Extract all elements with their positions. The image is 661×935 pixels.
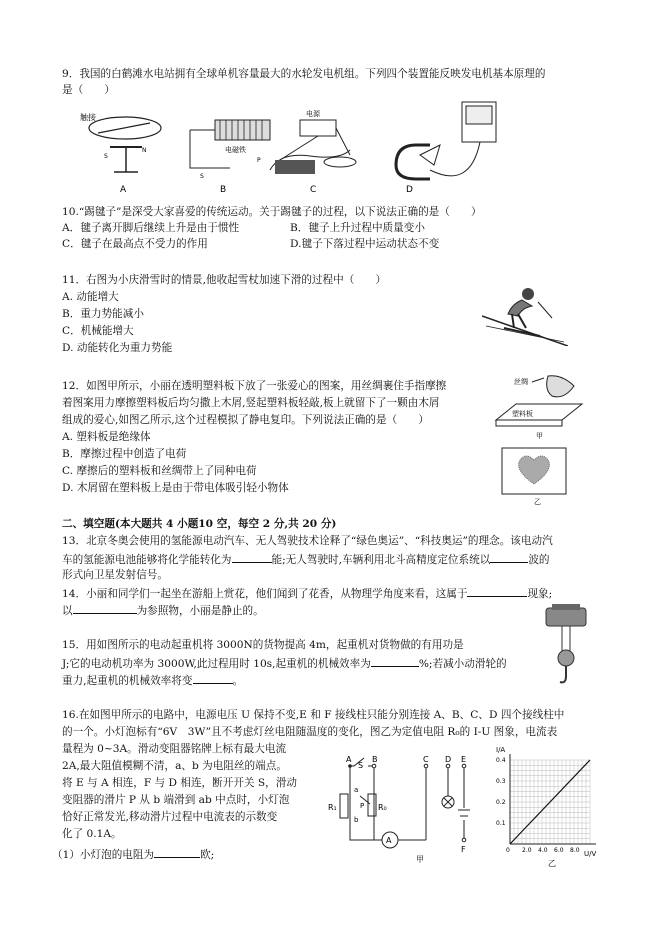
q13-line2-part1: 车的氢能源电池能够将化学能转化为: [62, 554, 232, 566]
q14-blank-1[interactable]: [467, 584, 527, 597]
svg-text:C: C: [310, 185, 317, 195]
q15-line3-part2: 。: [232, 675, 244, 687]
q14-line2: [62, 601, 264, 620]
y-tick-label: 0.1: [496, 820, 506, 827]
svg-text:N: N: [142, 147, 147, 154]
q15-line2-part1: J;它的电动机功率为 3000W,此过程用时 10s,起重机的机械效率为: [62, 658, 371, 670]
q9-option-d-figure: [396, 102, 496, 195]
q16-line2: 的一个。小灯泡标有“6V 3W”且不考虑灯丝电阻随温度的变化，图乙为定值电阻 R₀的 I-U 图象，电流表: [62, 726, 558, 738]
svg-text:P: P: [360, 802, 365, 810]
svg-text:C: C: [423, 756, 429, 764]
q10-stem: 10.“踢毽子”是深受大家喜爱的传统运动。关于踢毽子的过程，以下说法正确的是（ ）: [62, 206, 482, 218]
q9-option-b-figure: [190, 120, 270, 195]
q10-option-a: A．毽子离开脚后继续上升是由于惯性: [62, 222, 240, 234]
q15-line2-part2: %;若减小动滑轮的: [418, 658, 507, 670]
q12-figure: [492, 372, 586, 506]
q15-blank-3[interactable]: [193, 671, 233, 684]
q12-stem-line1: 12．如图甲所示，小丽在透明塑料板下放了一张爱心的图案，用丝绸裹住手指摩擦: [62, 380, 447, 392]
q11-skier-image: [482, 284, 568, 346]
q12-stem-line2: 着图案用力摩擦塑料板后均匀撒上木屑,竖起塑料板轻敲,板上就留下了一颗由木屑: [62, 397, 440, 409]
svg-text:A: A: [120, 185, 127, 195]
q15-line3-part1: 重力,起重机的机械效率将变: [62, 675, 193, 687]
q16-line6: 变阻器的滑片 P 从 b 端滑到 ab 中点时，小灯泡: [62, 794, 290, 806]
q9-stem-line1: 9．我国的白鹤滩水电站拥有全球单机容量最大的水轮发电机组。下列四个装置能反映发电机基本原理的: [62, 68, 546, 80]
q12-stem-line3: 组成的爱心,如图乙所示,这个过程模拟了静电复印。下列说法正确的是（ ）: [62, 414, 429, 426]
y-tick-label: 0.3: [496, 778, 506, 785]
graph-xlabel: U/V: [584, 850, 597, 858]
svg-text:D: D: [406, 185, 413, 195]
x-tick-label: 4.0: [538, 847, 548, 854]
x-tick-label: 8.0: [570, 847, 580, 854]
q12-option-a: A. 塑料板是绝缘体: [62, 431, 151, 443]
q14-line1-part1: 14．小丽和同学们一起坐在游船上赏花，他们闻到了花香，从物理学角度来看，这属于: [62, 588, 468, 600]
q13-line3: 形式向卫星发射信号。: [62, 569, 168, 581]
q16-sub1: [52, 845, 214, 864]
q9-option-c-figure: [270, 109, 356, 195]
q15-line1: 15．用如图所示的电动起重机将 3000N的货物提高 4m，起重机对货物做的有用功是: [62, 639, 464, 651]
q16-line3: 量程为 0~3A。滑动变阻器铭牌上标有最大电流: [62, 743, 287, 755]
svg-text:塑料板: 塑料板: [512, 410, 533, 418]
q16-sub1-part2: 欧;: [200, 849, 215, 861]
q15-line3: [62, 671, 243, 690]
svg-text:S: S: [200, 173, 204, 180]
svg-text:R₀: R₀: [378, 803, 387, 812]
q13-blank-2[interactable]: [490, 550, 528, 563]
q12-option-c: C. 摩擦后的塑料板和丝绸带上了同种电荷: [62, 465, 257, 477]
q14-line2-part2: 为参照物，小丽是静止的。: [136, 605, 264, 617]
svg-text:乙: 乙: [534, 498, 541, 506]
svg-text:B: B: [220, 185, 227, 195]
q10-option-b: B．毽子上升过程中质量变小: [290, 222, 425, 234]
svg-text:丝绸: 丝绸: [514, 378, 528, 386]
x-tick-label: 0: [506, 847, 510, 854]
q16-iu-graph: [490, 744, 600, 868]
svg-text:a: a: [354, 786, 359, 794]
y-tick-label: 0.4: [496, 757, 506, 764]
svg-text:S: S: [104, 153, 108, 160]
svg-text:S: S: [358, 761, 364, 770]
q16-line7: 恰好正常发光,移动滑片过程中电流表的示数变: [62, 811, 278, 823]
svg-text:F: F: [461, 845, 466, 854]
graph-ylabel: I/A: [496, 746, 506, 754]
svg-text:E: E: [461, 756, 467, 764]
q16-line1: 16.在如图甲所示的电路中，电源电压 U 保持不变,E 和 F 接线柱只能分别连接 A、B、C、D 四个接线柱中: [62, 709, 565, 721]
q9-figure: [80, 100, 520, 200]
q12-option-d: D. 木屑留在塑料板上是由于带电体吸引轻小物体: [62, 482, 289, 494]
svg-text:B: B: [372, 756, 378, 764]
q11-option-a: A. 动能增大: [62, 291, 119, 303]
q15-crane-image: [544, 604, 588, 690]
q9-stem-line2: 是（ ）: [62, 84, 115, 96]
q16-line8: 化了 0.1A。: [62, 828, 122, 840]
svg-text:P: P: [257, 157, 261, 164]
q13-line2-part3: 波的: [528, 554, 550, 566]
svg-text:R₁: R₁: [328, 803, 337, 812]
q14-line2-part1: 以: [62, 605, 73, 617]
q14-line1-part2: 现象;: [527, 588, 553, 600]
y-tick-label: 0.2: [496, 799, 506, 806]
q14-blank-2[interactable]: [73, 601, 137, 614]
q13-line1: 13．北京冬奥会使用的氢能源电动汽车、无人驾驶技术诠释了“绿色奥运”、“科技奥运”的理念。该电动汽: [62, 535, 553, 547]
svg-text:电源: 电源: [306, 110, 320, 118]
svg-text:A: A: [346, 756, 352, 764]
x-tick-label: 6.0: [554, 847, 564, 854]
q16-circuit-diagram: [320, 756, 480, 866]
q13-blank-1[interactable]: [232, 550, 272, 563]
q11-stem: 11．右图为小庆滑雪时的情景,他收起雪杖加速下滑的过程中（ ）: [62, 274, 387, 286]
q11-option-b: B．重力势能减小: [62, 308, 144, 320]
svg-text:触接: 触接: [80, 113, 96, 122]
graph-caption: 乙: [548, 859, 556, 868]
svg-text:A: A: [386, 836, 392, 845]
q11-option-d: D. 动能转化为重力势能: [62, 342, 173, 354]
section-2-heading: 二、填空题(本大题共 4 小题10 空，每空 2 分,共 20 分): [62, 518, 337, 530]
q15-blank-2[interactable]: [371, 654, 419, 667]
q13-line2-part2: 能;无人驾驶时,车辆利用北斗高精度定位系统以: [271, 554, 491, 566]
q16-blank-1[interactable]: [154, 845, 200, 858]
svg-text:D: D: [445, 756, 452, 764]
q11-option-c: C．机械能增大: [62, 325, 134, 337]
svg-text:电磁铁: 电磁铁: [225, 146, 246, 154]
q12-option-b: B．摩擦过程中创造了电荷: [62, 448, 187, 460]
q10-option-c: C．毽子在最高点不受力的作用: [62, 238, 208, 250]
q16-line5: 将 E 与 A 相连，F 与 D 相连，断开开关 S，滑动: [62, 777, 297, 789]
q16-line4: 2A,最大阻值模糊不清，a、b 为电阻丝的端点。: [62, 760, 287, 772]
svg-text:b: b: [354, 816, 359, 824]
svg-text:甲: 甲: [536, 432, 543, 440]
svg-text:甲: 甲: [416, 855, 424, 864]
q10-option-d: D.毽子下落过程中运动状态不变: [290, 238, 440, 250]
q16-sub1-part1: （1）小灯泡的电阻为: [52, 849, 155, 861]
q9-option-a-figure: [80, 112, 161, 195]
x-tick-label: 2.0: [522, 847, 532, 854]
